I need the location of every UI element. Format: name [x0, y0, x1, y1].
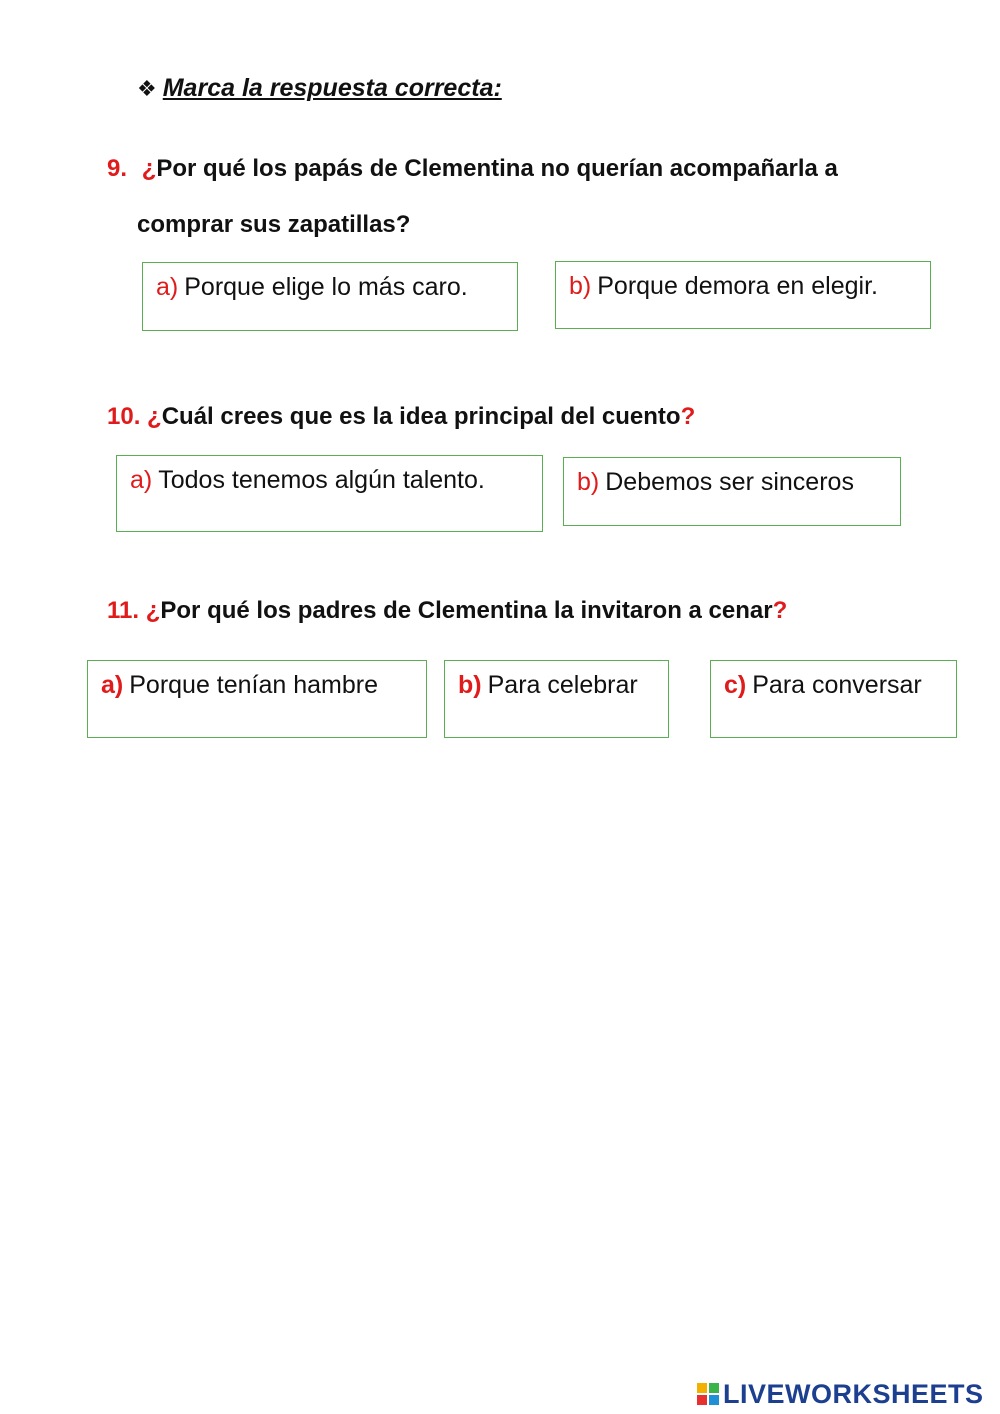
option-letter: a) — [156, 273, 179, 301]
option-text: Todos tenemos algún talento. — [158, 466, 485, 494]
close-question-mark: ? — [680, 403, 696, 430]
question-number: 9. — [107, 155, 128, 182]
option-letter: b) — [569, 272, 592, 300]
logo-square — [709, 1383, 719, 1393]
option-text: Para celebrar — [487, 671, 638, 699]
logo-square — [709, 1395, 719, 1405]
question-10 — [107, 403, 695, 432]
option-text: Porque elige lo más caro. — [184, 273, 468, 301]
q10-option-a[interactable] — [116, 455, 543, 532]
q9-option-a[interactable] — [142, 262, 518, 331]
liveworksheets-logo[interactable] — [697, 1378, 984, 1410]
logo-grid-icon — [697, 1383, 719, 1405]
logo-square — [697, 1383, 707, 1393]
question-number: 11. — [107, 597, 140, 624]
q11-option-c[interactable] — [710, 660, 957, 738]
option-letter: b) — [458, 671, 482, 699]
q11-option-a[interactable] — [87, 660, 427, 738]
instruction — [137, 74, 502, 103]
question-text: Por qué los padres de Clementina la invitaron a cenar — [160, 597, 773, 624]
option-text: Para conversar — [752, 671, 922, 699]
open-question-mark: ¿ — [141, 155, 157, 182]
logo-text: LIVEWORKSHEETS — [723, 1378, 984, 1409]
open-question-mark: ¿ — [147, 403, 162, 430]
diamond-bullet-icon: ❖ — [137, 76, 157, 101]
q10-option-b[interactable] — [563, 457, 901, 526]
question-text: Cuál crees que es la idea principal del cuento — [161, 403, 681, 430]
option-letter: c) — [724, 671, 747, 699]
question-9 — [107, 155, 838, 184]
instruction-text: Marca la respuesta correcta: — [162, 74, 502, 102]
close-question-mark: ? — [772, 597, 788, 624]
q9-option-b[interactable] — [555, 261, 931, 329]
question-11 — [107, 597, 787, 626]
option-letter: b) — [577, 468, 600, 496]
option-text: Porque demora en elegir. — [597, 272, 878, 300]
option-text: Porque tenían hambre — [129, 671, 379, 699]
option-text: Debemos ser sinceros — [605, 468, 854, 496]
option-letter: a) — [130, 466, 153, 494]
question-9-line2: comprar sus zapatillas? — [137, 211, 411, 238]
q11-option-b[interactable] — [444, 660, 669, 738]
open-question-mark: ¿ — [145, 597, 161, 624]
question-number: 10. — [107, 403, 141, 430]
option-letter: a) — [101, 671, 124, 699]
question-text-line1: Por qué los papás de Clementina no querían acompañarla a — [156, 155, 838, 182]
logo-square — [697, 1395, 707, 1405]
